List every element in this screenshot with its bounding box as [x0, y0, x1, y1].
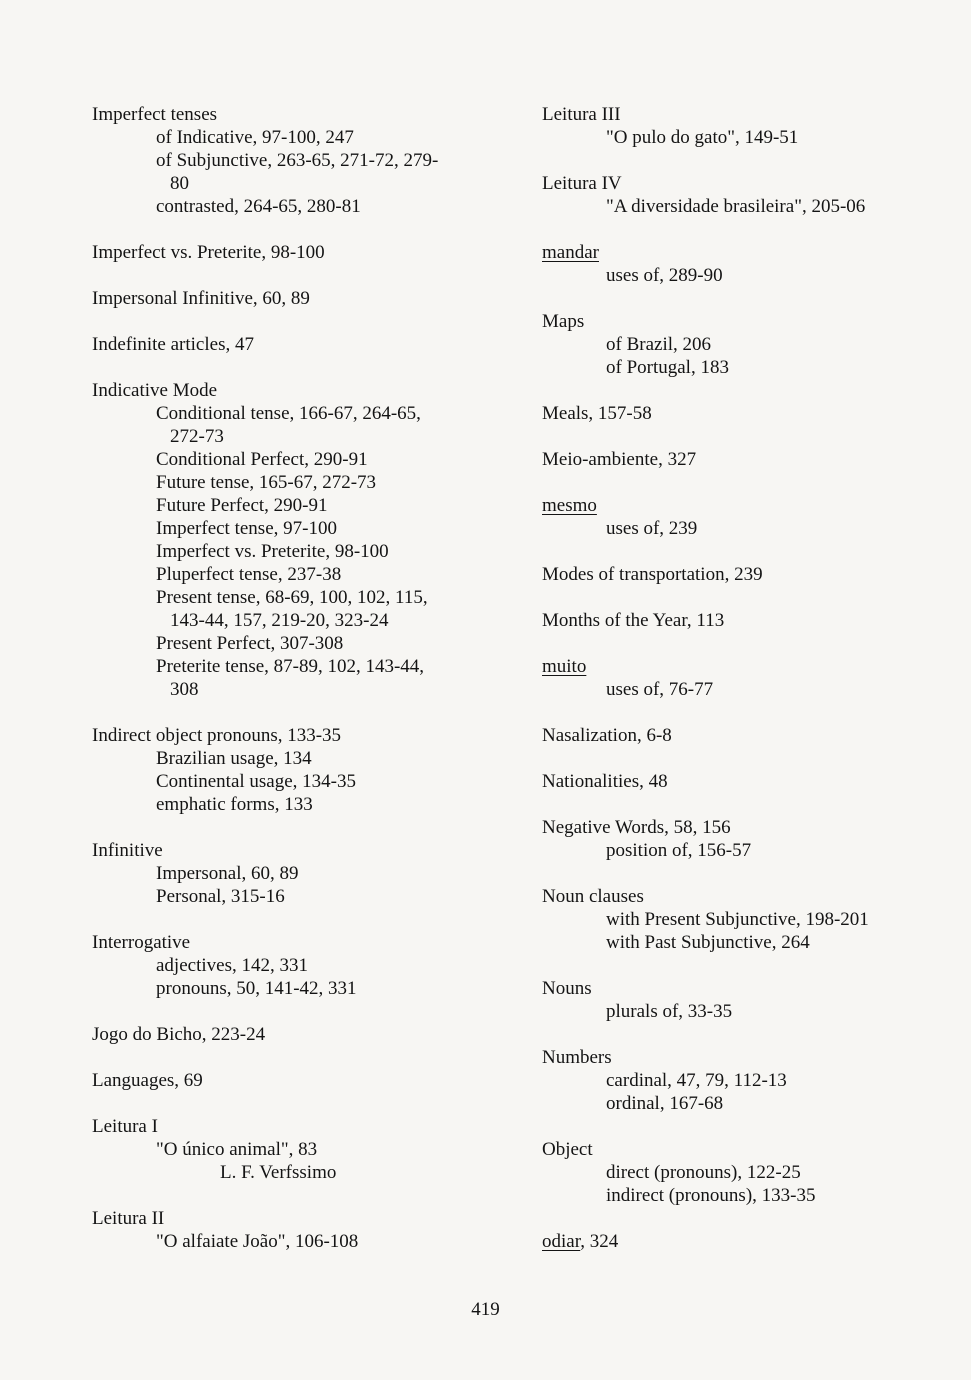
index-subentry: [606, 931, 810, 954]
index-subentry: [606, 1184, 815, 1207]
index-subentry: [606, 1000, 732, 1023]
index-entry-text: Pluperfect tense, 237-38: [156, 564, 342, 585]
index-entry-text: Future Perfect, 290-91: [156, 495, 328, 516]
index-entry-text: Present Perfect, 307-308: [156, 633, 344, 654]
index-subentry: [170, 172, 189, 195]
index-entry-text: Imperfect vs. Preterite, 98-100: [92, 242, 325, 263]
index-entry-text: pronouns, 50, 141-42, 331: [156, 978, 357, 999]
page-number: 419: [471, 1299, 500, 1320]
index-entry-text: Impersonal, 60, 89: [156, 863, 299, 884]
index-entry-text: Indefinite articles, 47: [92, 334, 254, 355]
index-entry-text: of Portugal, 183: [606, 357, 729, 378]
index-entry-text: plurals of, 33-35: [606, 1001, 733, 1022]
index-subentry: [156, 540, 389, 563]
index-entry: [542, 103, 621, 126]
index-entry-text: Imperfect tense, 97-100: [156, 518, 337, 539]
index-entry-text: Numbers: [542, 1047, 612, 1068]
index-entry-text: uses of, 289-90: [606, 265, 723, 286]
index-entry-text: Conditional tense, 166-67, 264-65,: [156, 403, 421, 424]
index-entry: [542, 1230, 618, 1253]
index-subentry: [156, 977, 357, 1000]
index-subentry: [156, 885, 285, 908]
index-entry-text: with Past Subjunctive, 264: [606, 932, 810, 953]
index-entry-text: odiar: [542, 1231, 581, 1252]
index-entry-text: adjectives, 142, 331: [156, 955, 308, 976]
index-entry-text: uses of, 239: [606, 518, 698, 539]
index-subentry: [156, 655, 424, 678]
index-entry-text: "O alfaiate João", 106-108: [156, 1231, 359, 1252]
index-entry: [542, 563, 763, 586]
index-entry-text: emphatic forms, 133: [156, 794, 313, 815]
index-subentry: [606, 356, 729, 379]
index-entry-text: Brazilian usage, 134: [156, 748, 312, 769]
index-entry-text: "O pulo do gato", 149-51: [606, 127, 799, 148]
index-entry-text: Leitura III: [542, 104, 621, 125]
index-entry-text: "A diversidade brasileira", 205-06: [606, 196, 866, 217]
index-subentry: [606, 678, 713, 701]
index-entry-text: 80: [170, 173, 189, 194]
index-entry: [542, 494, 597, 517]
index-entry-text: L. F. Verfssimo: [220, 1162, 337, 1183]
index-subentry: [156, 517, 337, 540]
index-subentry: [156, 793, 313, 816]
index-subentry: [156, 195, 361, 218]
index-entry-text: Languages, 69: [92, 1070, 203, 1091]
index-entry: [92, 1207, 164, 1230]
index-subentry: [606, 126, 798, 149]
index-entry-text: of Subjunctive, 263-65, 271-72, 279-: [156, 150, 439, 171]
index-entry-pages: , 324: [580, 1231, 619, 1252]
index-entry-text: Modes of transportation, 239: [542, 564, 763, 585]
index-subentry: [156, 126, 354, 149]
index-entry: [542, 885, 644, 908]
index-entry-text: of Brazil, 206: [606, 334, 712, 355]
index-entry: [542, 655, 586, 678]
index-entry-text: Nationalities, 48: [542, 771, 668, 792]
index-entry-text: Jogo do Bicho, 223-24: [92, 1024, 266, 1045]
index-entry-text: Indicative Mode: [92, 380, 218, 401]
index-entry: [542, 770, 668, 793]
index-entry-text: Maps: [542, 311, 585, 332]
index-subentry: [156, 402, 421, 425]
index-entry-text: 272-73: [170, 426, 224, 447]
index-entry-text: direct (pronouns), 122-25: [606, 1162, 801, 1183]
index-subentry: [156, 448, 368, 471]
index-subentry: [606, 517, 697, 540]
index-entry-text: Impersonal Infinitive, 60, 89: [92, 288, 310, 309]
index-entry-text: position of, 156-57: [606, 840, 752, 861]
index-subentry: [156, 747, 312, 770]
index-entry: [542, 310, 584, 333]
index-entry: [542, 241, 599, 264]
index-subentry: [156, 494, 327, 517]
index-entry-text: Nasalization, 6-8: [542, 725, 672, 746]
index-entry-text: mandar: [542, 242, 599, 263]
index-entry: [92, 724, 341, 747]
index-subentry: [606, 195, 865, 218]
index-entry-text: Personal, 315-16: [156, 886, 285, 907]
index-entry-text: uses of, 76-77: [606, 679, 714, 700]
index-subentry: [156, 954, 308, 977]
index-entry: [92, 287, 310, 310]
index-subentry: [606, 1069, 787, 1092]
index-entry: [92, 1023, 265, 1046]
index-subentry: [170, 425, 224, 448]
index-subentry: [220, 1161, 336, 1184]
index-entry-text: Noun clauses: [542, 886, 644, 907]
index-entry: [92, 839, 163, 862]
index-entry: [92, 333, 254, 356]
index-entry-text: of Indicative, 97-100, 247: [156, 127, 354, 148]
index-entry-text: Infinitive: [92, 840, 163, 861]
index-entry: [542, 1138, 593, 1161]
index-subentry: [170, 609, 388, 632]
index-subentry: [606, 1161, 801, 1184]
index-entry-text: muito: [542, 656, 587, 677]
index-entry-text: Present tense, 68-69, 100, 102, 115,: [156, 587, 428, 608]
index-subentry: [606, 1092, 723, 1115]
index-subentry: [156, 1230, 358, 1253]
index-subentry: [156, 770, 356, 793]
index-subentry: [156, 862, 298, 885]
index-entry-text: indirect (pronouns), 133-35: [606, 1185, 816, 1206]
index-subentry: [156, 586, 428, 609]
index-entry: [542, 172, 622, 195]
index-entry-text: Object: [542, 1139, 593, 1160]
index-entry-text: Interrogative: [92, 932, 191, 953]
index-entry: [92, 931, 190, 954]
index-entry-text: cardinal, 47, 79, 112-13: [606, 1070, 787, 1091]
index-entry: [542, 402, 652, 425]
index-subentry: [156, 1138, 317, 1161]
index-entry-text: Conditional Perfect, 290-91: [156, 449, 368, 470]
index-entry: [542, 977, 592, 1000]
index-entry-text: Continental usage, 134-35: [156, 771, 356, 792]
index-entry: [92, 103, 217, 126]
index-entry-text: Meals, 157-58: [542, 403, 652, 424]
index-entry-text: contrasted, 264-65, 280-81: [156, 196, 361, 217]
index-subentry: [156, 471, 376, 494]
index-entry-text: Leitura II: [92, 1208, 165, 1229]
index-subentry: [606, 264, 723, 287]
index-entry: [542, 448, 696, 471]
index-entry-text: Meio-ambiente, 327: [542, 449, 697, 470]
index-entry-text: Imperfect vs. Preterite, 98-100: [156, 541, 389, 562]
index-entry: [92, 241, 325, 264]
index-entry: [542, 816, 731, 839]
index-entry-text: 143-44, 157, 219-20, 323-24: [170, 610, 389, 631]
index-subentry: [606, 908, 869, 931]
index-entry-text: Imperfect tenses: [92, 104, 218, 125]
index-entry-text: Indirect object pronouns, 133-35: [92, 725, 342, 746]
index-entry: [542, 609, 724, 632]
index-entry-text: Future tense, 165-67, 272-73: [156, 472, 377, 493]
index-subentry: [156, 632, 343, 655]
index-entry-text: with Present Subjunctive, 198-201: [606, 909, 869, 930]
index-entry: [542, 724, 672, 747]
index-entry-text: Negative Words, 58, 156: [542, 817, 731, 838]
index-entry: [92, 1069, 203, 1092]
index-subentry: [156, 563, 341, 586]
index-entry-text: Nouns: [542, 978, 592, 999]
index-entry: [542, 1046, 612, 1069]
index-entry-text: Preterite tense, 87-89, 102, 143-44,: [156, 656, 425, 677]
index-entry-text: mesmo: [542, 495, 597, 516]
index-entry-text: Leitura IV: [542, 173, 622, 194]
index-entry-text: 308: [170, 679, 199, 700]
index-entry-text: Leitura I: [92, 1116, 158, 1137]
index-entry-text: "O único animal", 83: [156, 1139, 318, 1160]
index-entry-text: ordinal, 167-68: [606, 1093, 724, 1114]
index-entry: [92, 1115, 158, 1138]
index-subentry: [606, 333, 711, 356]
index-subentry: [170, 678, 199, 701]
index-entry-text: Months of the Year, 113: [542, 610, 725, 631]
index-subentry: [606, 839, 751, 862]
index-entry: [92, 379, 217, 402]
index-subentry: [156, 149, 438, 172]
